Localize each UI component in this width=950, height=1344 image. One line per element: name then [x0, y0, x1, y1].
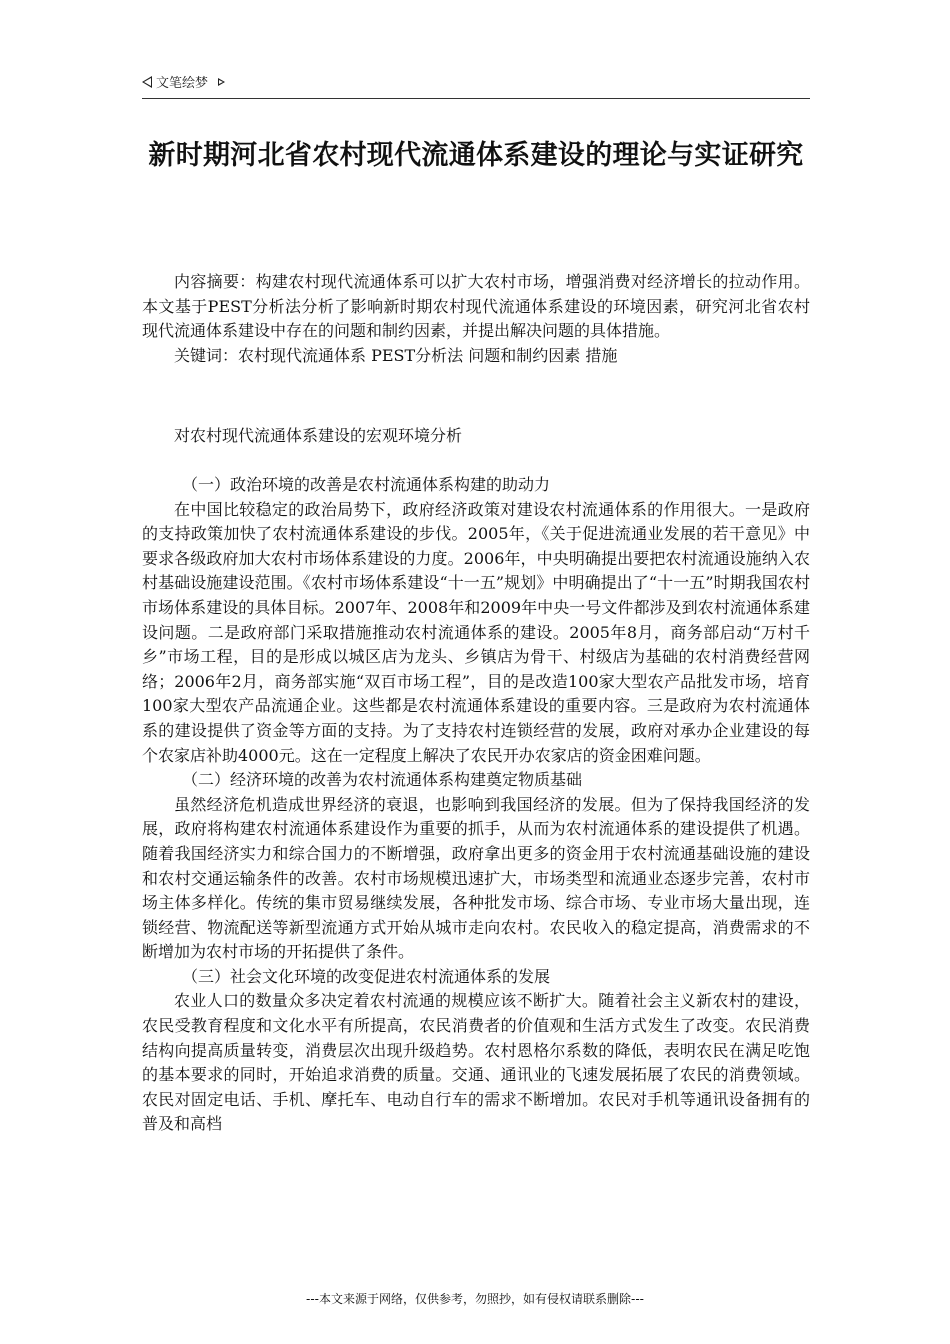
page-footer: ---本文来源于网络，仅供参考，勿照抄，如有侵权请联系删除--- — [306, 1292, 644, 1306]
abstract-block — [142, 270, 810, 368]
section-title: 对农村现代流通体系建设的宏观环境分析 — [174, 426, 463, 445]
subsection-paragraph: 虽然经济危机造成世界经济的衰退，也影响到我国经济的发展。但为了保持我国经济的发展，政府将构建农村流通体系建设作为重要的抓手，从而为农村流通体系的建设提供了机遇。随着我国经济实力和综合国力的不断增强，政府拿出更多的资金用于农村流通基础设施的建设和农村交通运输条件的改善。农村市场规模迅速扩大，市场类型和流通业态逐步完善，农村市场主体多样化。传统的集市贸易继续发展，各种批发市场、综合市场、专业市场大量出现，连锁经营、物流配送等新型流通方式开始从城市走向农村。农民收入的稳定提高，消费需求的不断增加为农村市场的开拓提供了条件。 — [142, 794, 810, 962]
subsection-paragraph: 在中国比较稳定的政治局势下，政府经济政策对建设农村流通体系的作用很大。一是政府的支持政策加快了农村流通体系建设的步伐。2005年，《关于促进流通业发展的若干意见》中要求各级政府加大农村市场体系建设的力度。2006年，中央明确提出要把农村流通设施纳入农村基础设施建设范围。《农村市场体系建设“十一五”规划》中明确提出了“十一五”时期我国农村市场体系建设的具体目标。2007年、2008年和2009年中央一号文件都涉及到农村流通体系建设问题。二是政府部门采取措施推动农村流通体系的建设。2005年8月，商务部启动“万村千乡”市场工程，目的是形成以城区店为龙头、乡镇店为骨干、村级店为基础的农村消费经营网络；2006年2月，商务部实施“双百市场工程”，目的是改造100家大型农产品批发市场，培育100家大型农产品流通企业。这些都是农村流通体系建设的重要内容。三是政府为农村流通体系的建设提供了资金等方面的支持。为了支持农村连锁经营的发展，政府对承办企业建设的每个农家店补助4000元。这在一定程度上解决了农民开办农家店的资金困难问题。 — [142, 499, 810, 765]
subsection-paragraph: 农业人口的数量众多决定着农村流通的规模应该不断扩大。随着社会主义新农村的建设，农民受教育程度和文化水平有所提高，农民消费者的价值观和生活方式发生了改变。农民消费结构向提高质量转变，消费层次出现升级趋势。农村恩格尔系数的降低，表明农民在满足吃饱的基本要求的同时，开始追求消费的质量。交通、通讯业的飞速发展拓展了农民的消费领域。农民对固定电话、手机、摩托车、电动自行车的需求不断增加。农民对手机等通讯设备拥有的普及和高档 — [142, 991, 810, 1134]
triangle-right-icon — [218, 78, 225, 86]
subsection-heading: （二）经济环境的改善为农村流通体系构建奠定物质基础 — [182, 770, 583, 790]
subsection-heading: （三）社会文化环境的改变促进农村流通体系的发展 — [182, 966, 551, 986]
keywords-line: 关键词：农村现代流通体系 PEST分析法 问题和制约因素 措施 — [174, 345, 618, 365]
page-header — [142, 74, 810, 99]
header-brand: 文笔绘梦 — [156, 76, 209, 91]
main-content — [142, 473, 810, 1137]
abstract-paragraph: 内容摘要：构建农村现代流通体系可以扩大农村市场，增强消费对经济增长的拉动作用。本文基于PEST分析法分析了影响新时期农村现代流通体系建设的环境因素，研究河北省农村现代流通体系建设中存在的问题和制约因素，并提出解决问题的具体措施。 — [142, 272, 810, 341]
document-title: 新时期河北省农村现代流通体系建设的理论与实证研究 — [148, 140, 804, 171]
subsection-heading: （一）政治环境的改善是农村流通体系构建的助动力 — [182, 475, 551, 494]
section-title-block — [142, 424, 810, 449]
triangle-left-icon — [142, 76, 152, 88]
